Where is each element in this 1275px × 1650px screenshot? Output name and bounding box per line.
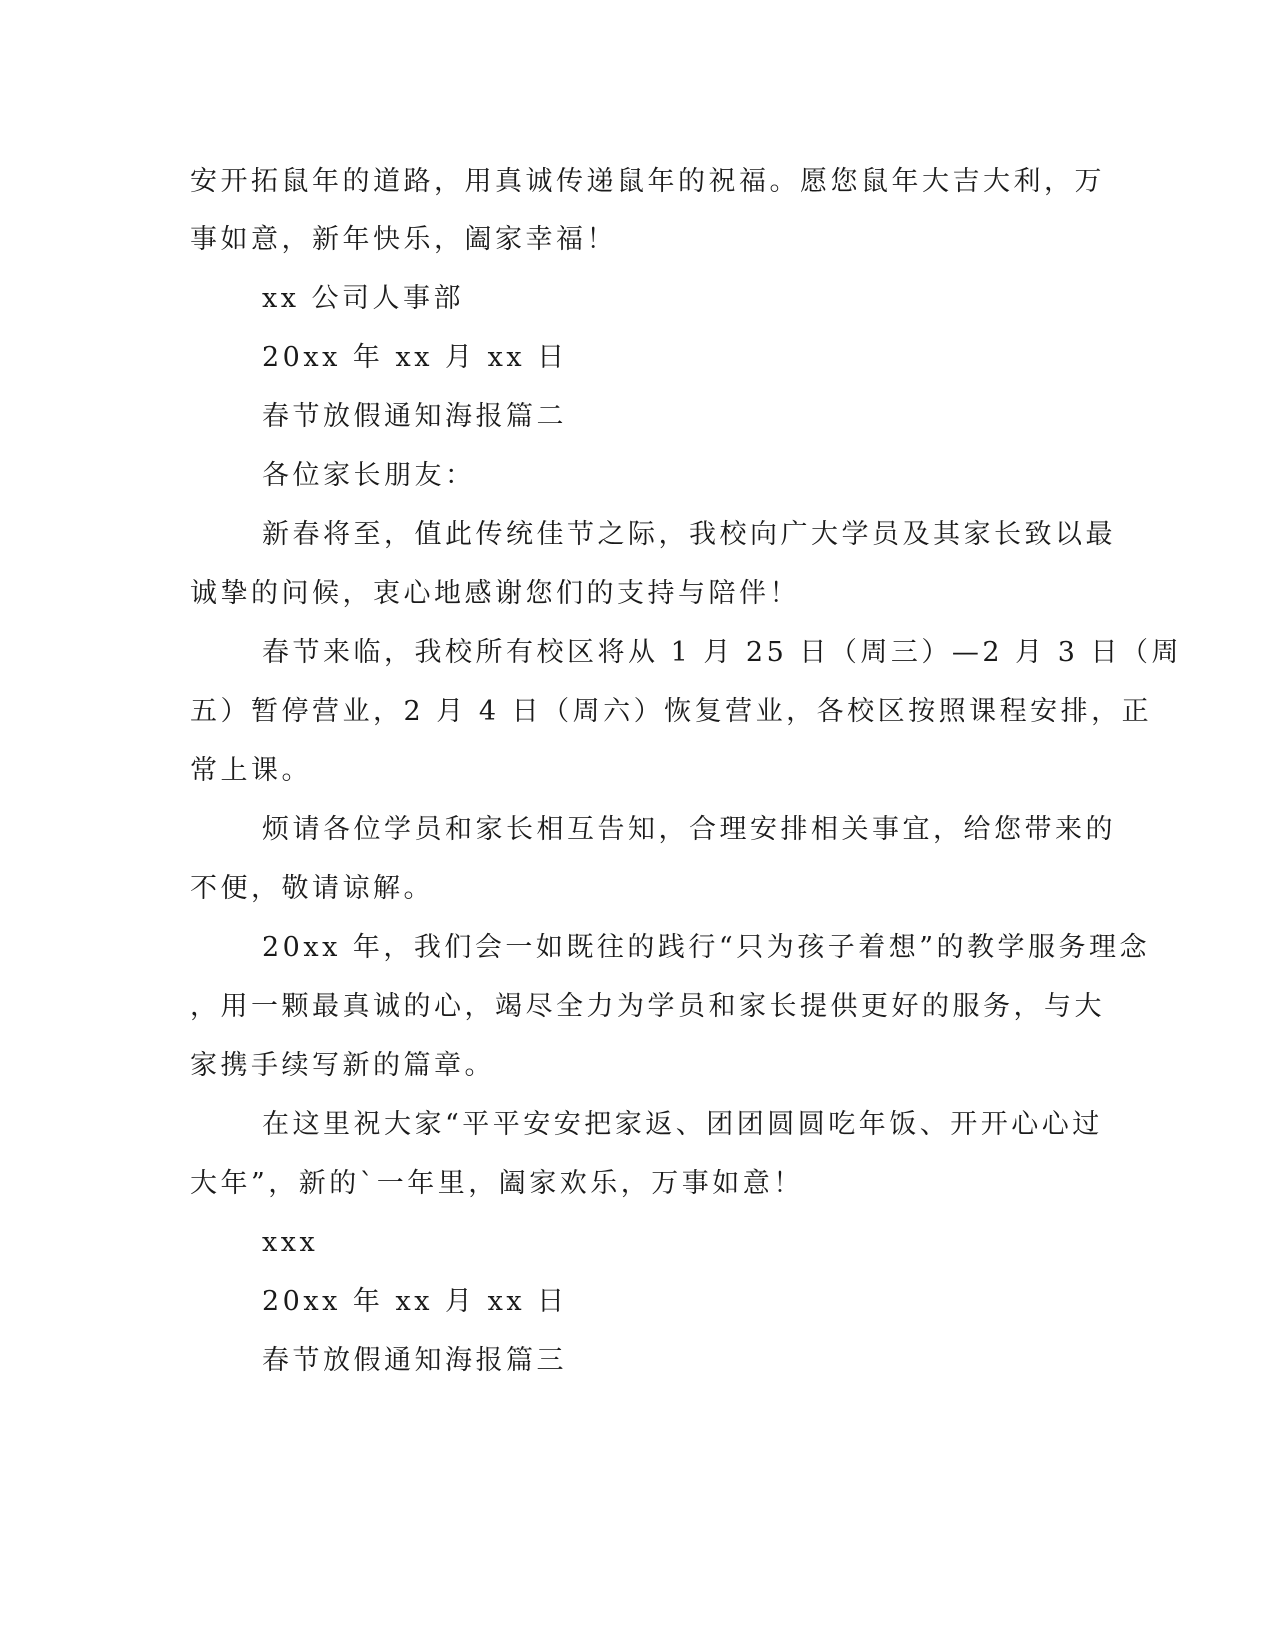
text-line: 烦请各位学员和家长相互告知，合理安排相关事宜，给您带来的 (262, 814, 1116, 845)
signature-company: xx 公司人事部 (262, 283, 465, 314)
text-line: 事如意，新年快乐，阖家幸福！ (190, 224, 617, 255)
text-line: 家携手续写新的篇章。 (190, 1050, 495, 1081)
text-line: 安开拓鼠年的道路，用真诚传递鼠年的祝福。愿您鼠年大吉大利，万 (190, 166, 1105, 197)
text-line: 新春将至，值此传统佳节之际，我校向广大学员及其家长致以最 (262, 519, 1116, 550)
text-line: 常上课。 (190, 755, 312, 786)
signature-date: 20xx 年 xx 月 xx 日 (262, 1286, 568, 1317)
signature-date: 20xx 年 xx 月 xx 日 (262, 342, 568, 373)
signature-name: xxx (262, 1227, 319, 1258)
text-line: 诚挚的问候，衷心地感谢您们的支持与陪伴！ (190, 578, 800, 609)
text-line: 不便，敬请谅解。 (190, 873, 434, 904)
text-line: ，用一颗最真诚的心，竭尽全力为学员和家长提供更好的服务，与大 (190, 991, 1105, 1022)
salutation: 各位家长朋友： (262, 460, 476, 491)
text-line: 20xx 年，我们会一如既往的践行“只为孩子着想”的教学服务理念 (262, 932, 1150, 963)
text-line: 大年”，新的`一年里，阖家欢乐，万事如意！ (190, 1168, 804, 1199)
text-line: 春节来临，我校所有校区将从 1 月 25 日（周三）—2 月 3 日（周 (262, 637, 1182, 668)
text-line: 五）暂停营业，2 月 4 日（周六）恢复营业，各校区按照课程安排，正 (190, 696, 1153, 727)
section-heading: 春节放假通知海报篇三 (262, 1345, 567, 1376)
text-line: 在这里祝大家“平平安安把家返、团团圆圆吃年饭、开开心心过 (262, 1109, 1103, 1140)
section-heading: 春节放假通知海报篇二 (262, 401, 567, 432)
